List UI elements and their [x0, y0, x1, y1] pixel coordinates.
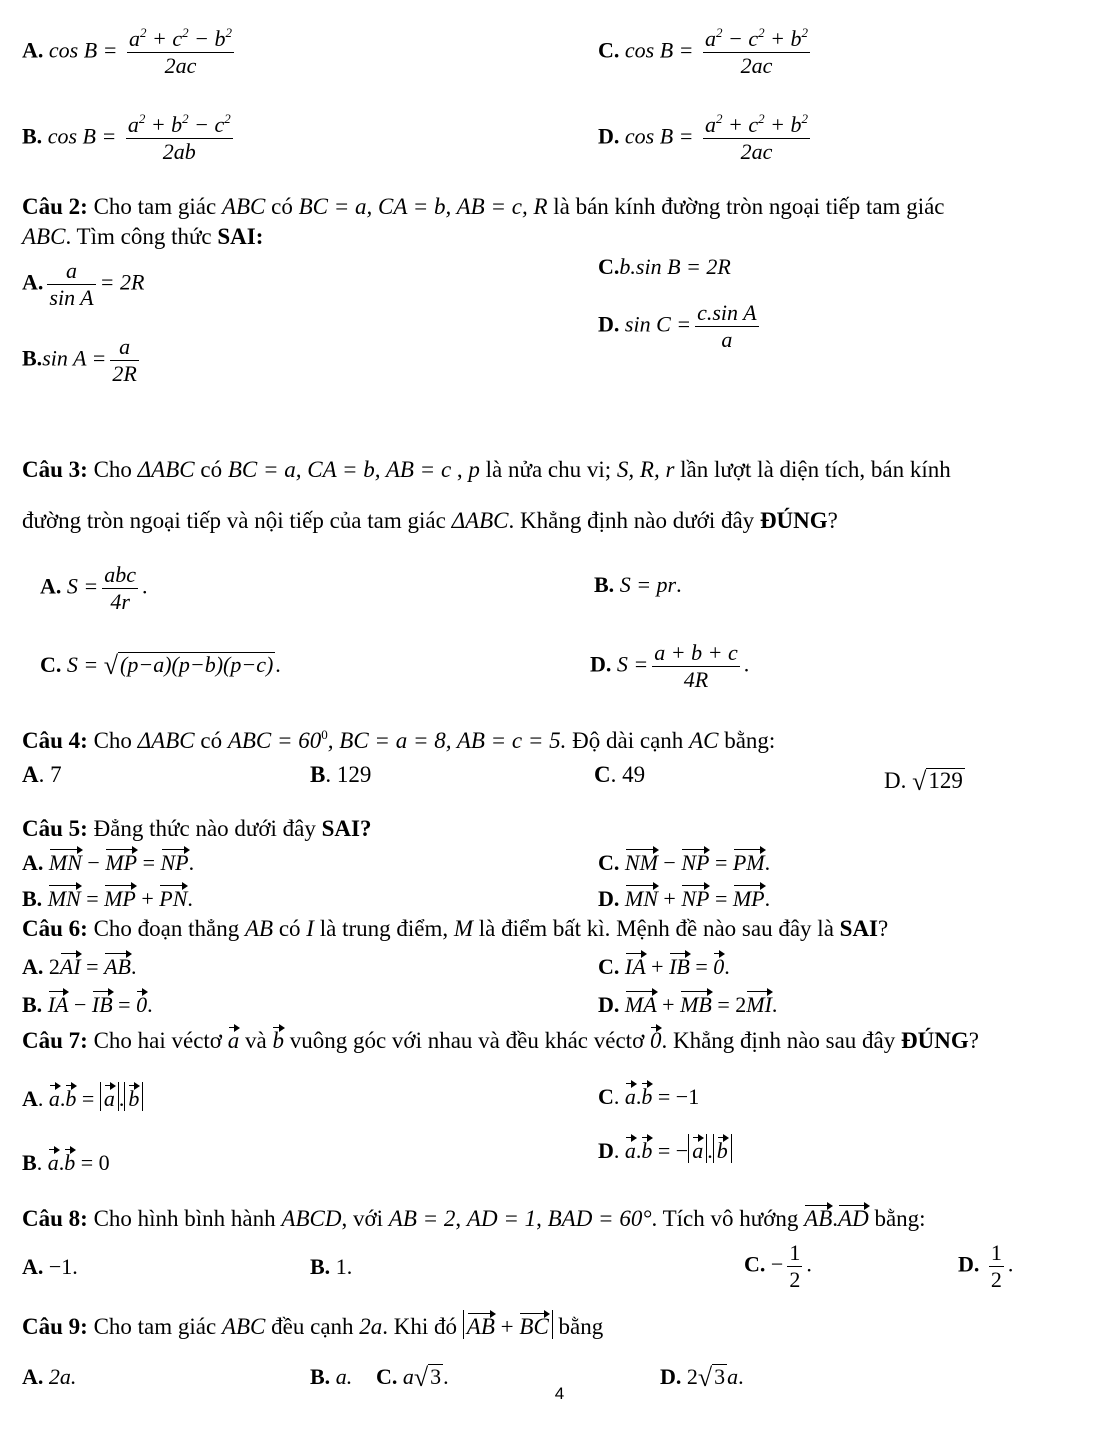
q5-option-d: D. MN + NP = MP. — [598, 882, 770, 914]
q3-option-c: C. S = √(p−a)(p−b)(p−c). — [40, 651, 281, 680]
q9-option-a: A. 2a. — [22, 1364, 77, 1389]
q2-option-a: A. $\frac{a}{\text{sin A}}$ = 2R — [22, 258, 145, 310]
q7-stem: Câu 7: Cho hai véctơ a và b vuông góc với nhau và đều khác véctơ 0. Khẳng định nào sau đây ĐÚNG? — [22, 1024, 979, 1056]
q3-stem-line2: đường tròn ngoại tiếp và nội tiếp của tam giác ΔABC. Khẳng định nào dưới đây ĐÚNG? — [22, 508, 838, 533]
q2-stem-line2: ABC. Tìm công thức SAI: — [22, 224, 264, 249]
q6-option-c: C. IA + IB = 0. — [598, 950, 730, 982]
q4-option-c: C. 49 — [594, 762, 646, 787]
fraction: $\frac{\text{c.sin A}}{a}$ — [697, 300, 757, 352]
q9-option-c: C. a√3. — [376, 1363, 449, 1392]
q6-option-d: D. MA + MB = 2MI. — [598, 988, 777, 1020]
q7-option-b: B. a.b = 0 — [22, 1146, 110, 1178]
q8-option-d: D. $\frac{1}{2}$ . — [958, 1240, 1014, 1292]
q5-option-a: A. MN − MP = NP. — [22, 846, 194, 878]
q7-option-a: A. a.b = a . b — [22, 1082, 143, 1114]
fraction: $\frac{a^2 - c^2 + b^2}{2ac}$ — [705, 25, 808, 78]
q8-option-c: C. − $\frac{1}{2}$ . — [744, 1240, 812, 1292]
q1-option-b: B. cos B = $\frac{a^2 + b^2 - c^2}{2ab}$ — [22, 111, 231, 164]
fraction: $\frac{a}{\text{sin A}}$ — [49, 258, 94, 310]
q1-option-a: A. cos B = $\frac{a^2 + c^2 - b^2}{2ac}$ — [22, 25, 232, 78]
fraction: $\frac{1}{2}$ — [990, 1240, 1002, 1292]
q3-option-d: D. S = $\frac{a + b + c}{4R}$ . — [590, 640, 750, 692]
q5-option-b: B. MN = MP + PN. — [22, 882, 193, 914]
square-root: √3 — [697, 1363, 726, 1392]
q8-stem: Câu 8: Cho hình bình hành ABCD, với AB = 2, AD = 1, BAD = 60°. Tích vô hướng AB.AD bằng: — [22, 1202, 926, 1234]
q2-stem: Câu 2: Cho tam giác ABC có BC = a, CA = b, AB = c, R là bán kính đường tròn ngoại tiếp tam giác — [22, 194, 945, 219]
fraction: $\frac{a^2 + c^2 - b^2}{2ac}$ — [129, 25, 232, 78]
q2-option-c: C.b.sin B = 2R — [598, 254, 731, 279]
q4-option-a: A. 7 — [22, 762, 62, 787]
q3-stem: Câu 3: Cho ΔABC có BC = a, CA = b, AB = c , p là nửa chu vi; S, R, r lần lượt là diện tích, bán kính — [22, 457, 951, 482]
fraction: $\frac{a + b + c}{4R}$ — [654, 640, 738, 692]
q5-stem: Câu 5: Đẳng thức nào dưới đây SAI? — [22, 816, 372, 841]
q3-option-b: B. S = pr. — [594, 572, 682, 597]
q6-option-a: A. 2AI = AB. — [22, 950, 136, 982]
q2-option-b: B.sin A = $\frac{a}{2R}$ — [22, 334, 137, 386]
q8-option-b: B. 1. — [310, 1254, 353, 1279]
q7-option-d: D. a.b = − a . b — [598, 1134, 732, 1166]
fraction: $\frac{a^2 + b^2 - c^2}{2ab}$ — [127, 111, 231, 164]
square-root: √3 — [413, 1363, 442, 1392]
q8-option-a: A. −1. — [22, 1254, 78, 1279]
q6-stem: Câu 6: Cho đoạn thẳng AB có I là trung điểm, M là điểm bất kì. Mệnh đề nào sau đây là SAI? — [22, 916, 889, 941]
square-root: √129 — [912, 767, 963, 796]
q9-option-b: B. a. — [310, 1364, 353, 1389]
q1-option-c: C. cos B = $\frac{a^2 - c^2 + b^2}{2ac}$ — [598, 25, 808, 78]
fraction: $\frac{\text{abc}}{4r}$ — [104, 562, 137, 614]
fraction: $\frac{a}{2R}$ — [112, 334, 137, 386]
square-root: √(p−a)(p−b)(p−c) — [103, 651, 274, 680]
q1-option-d: D. cos B = $\frac{a^2 + c^2 + b^2}{2ac}$ — [598, 111, 808, 164]
q7-option-c: C. a.b = −1 — [598, 1080, 699, 1112]
q5-option-c: C. NM − NP = PM. — [598, 846, 770, 878]
fraction: $\frac{a^2 + c^2 + b^2}{2ac}$ — [705, 111, 808, 164]
q2-option-d: D. sin C = $\frac{\text{c.sin A}}{a}$ — [598, 300, 757, 352]
q6-option-b: B. IA − IB = 0. — [22, 988, 153, 1020]
q4-option-b: B. 129 — [310, 762, 372, 787]
q3-option-a: A. S = $\frac{\text{abc}}{4r}$ . — [40, 562, 148, 614]
q9-stem: Câu 9: Cho tam giác ABC đều cạnh 2a. Khi đó AB + BC bằng — [22, 1310, 603, 1342]
q4-stem: Câu 4: Cho ΔABC có ABC = $60^0$, BC = a = 8, AB = c = 5. Độ dài cạnh AC bằng: — [22, 727, 776, 753]
page-number: 4 — [554, 1384, 565, 1403]
q9-option-d: D. 2√3a. — [660, 1363, 744, 1392]
q4-option-d: D. √129 — [884, 767, 963, 796]
fraction: $\frac{1}{2}$ — [789, 1240, 801, 1292]
